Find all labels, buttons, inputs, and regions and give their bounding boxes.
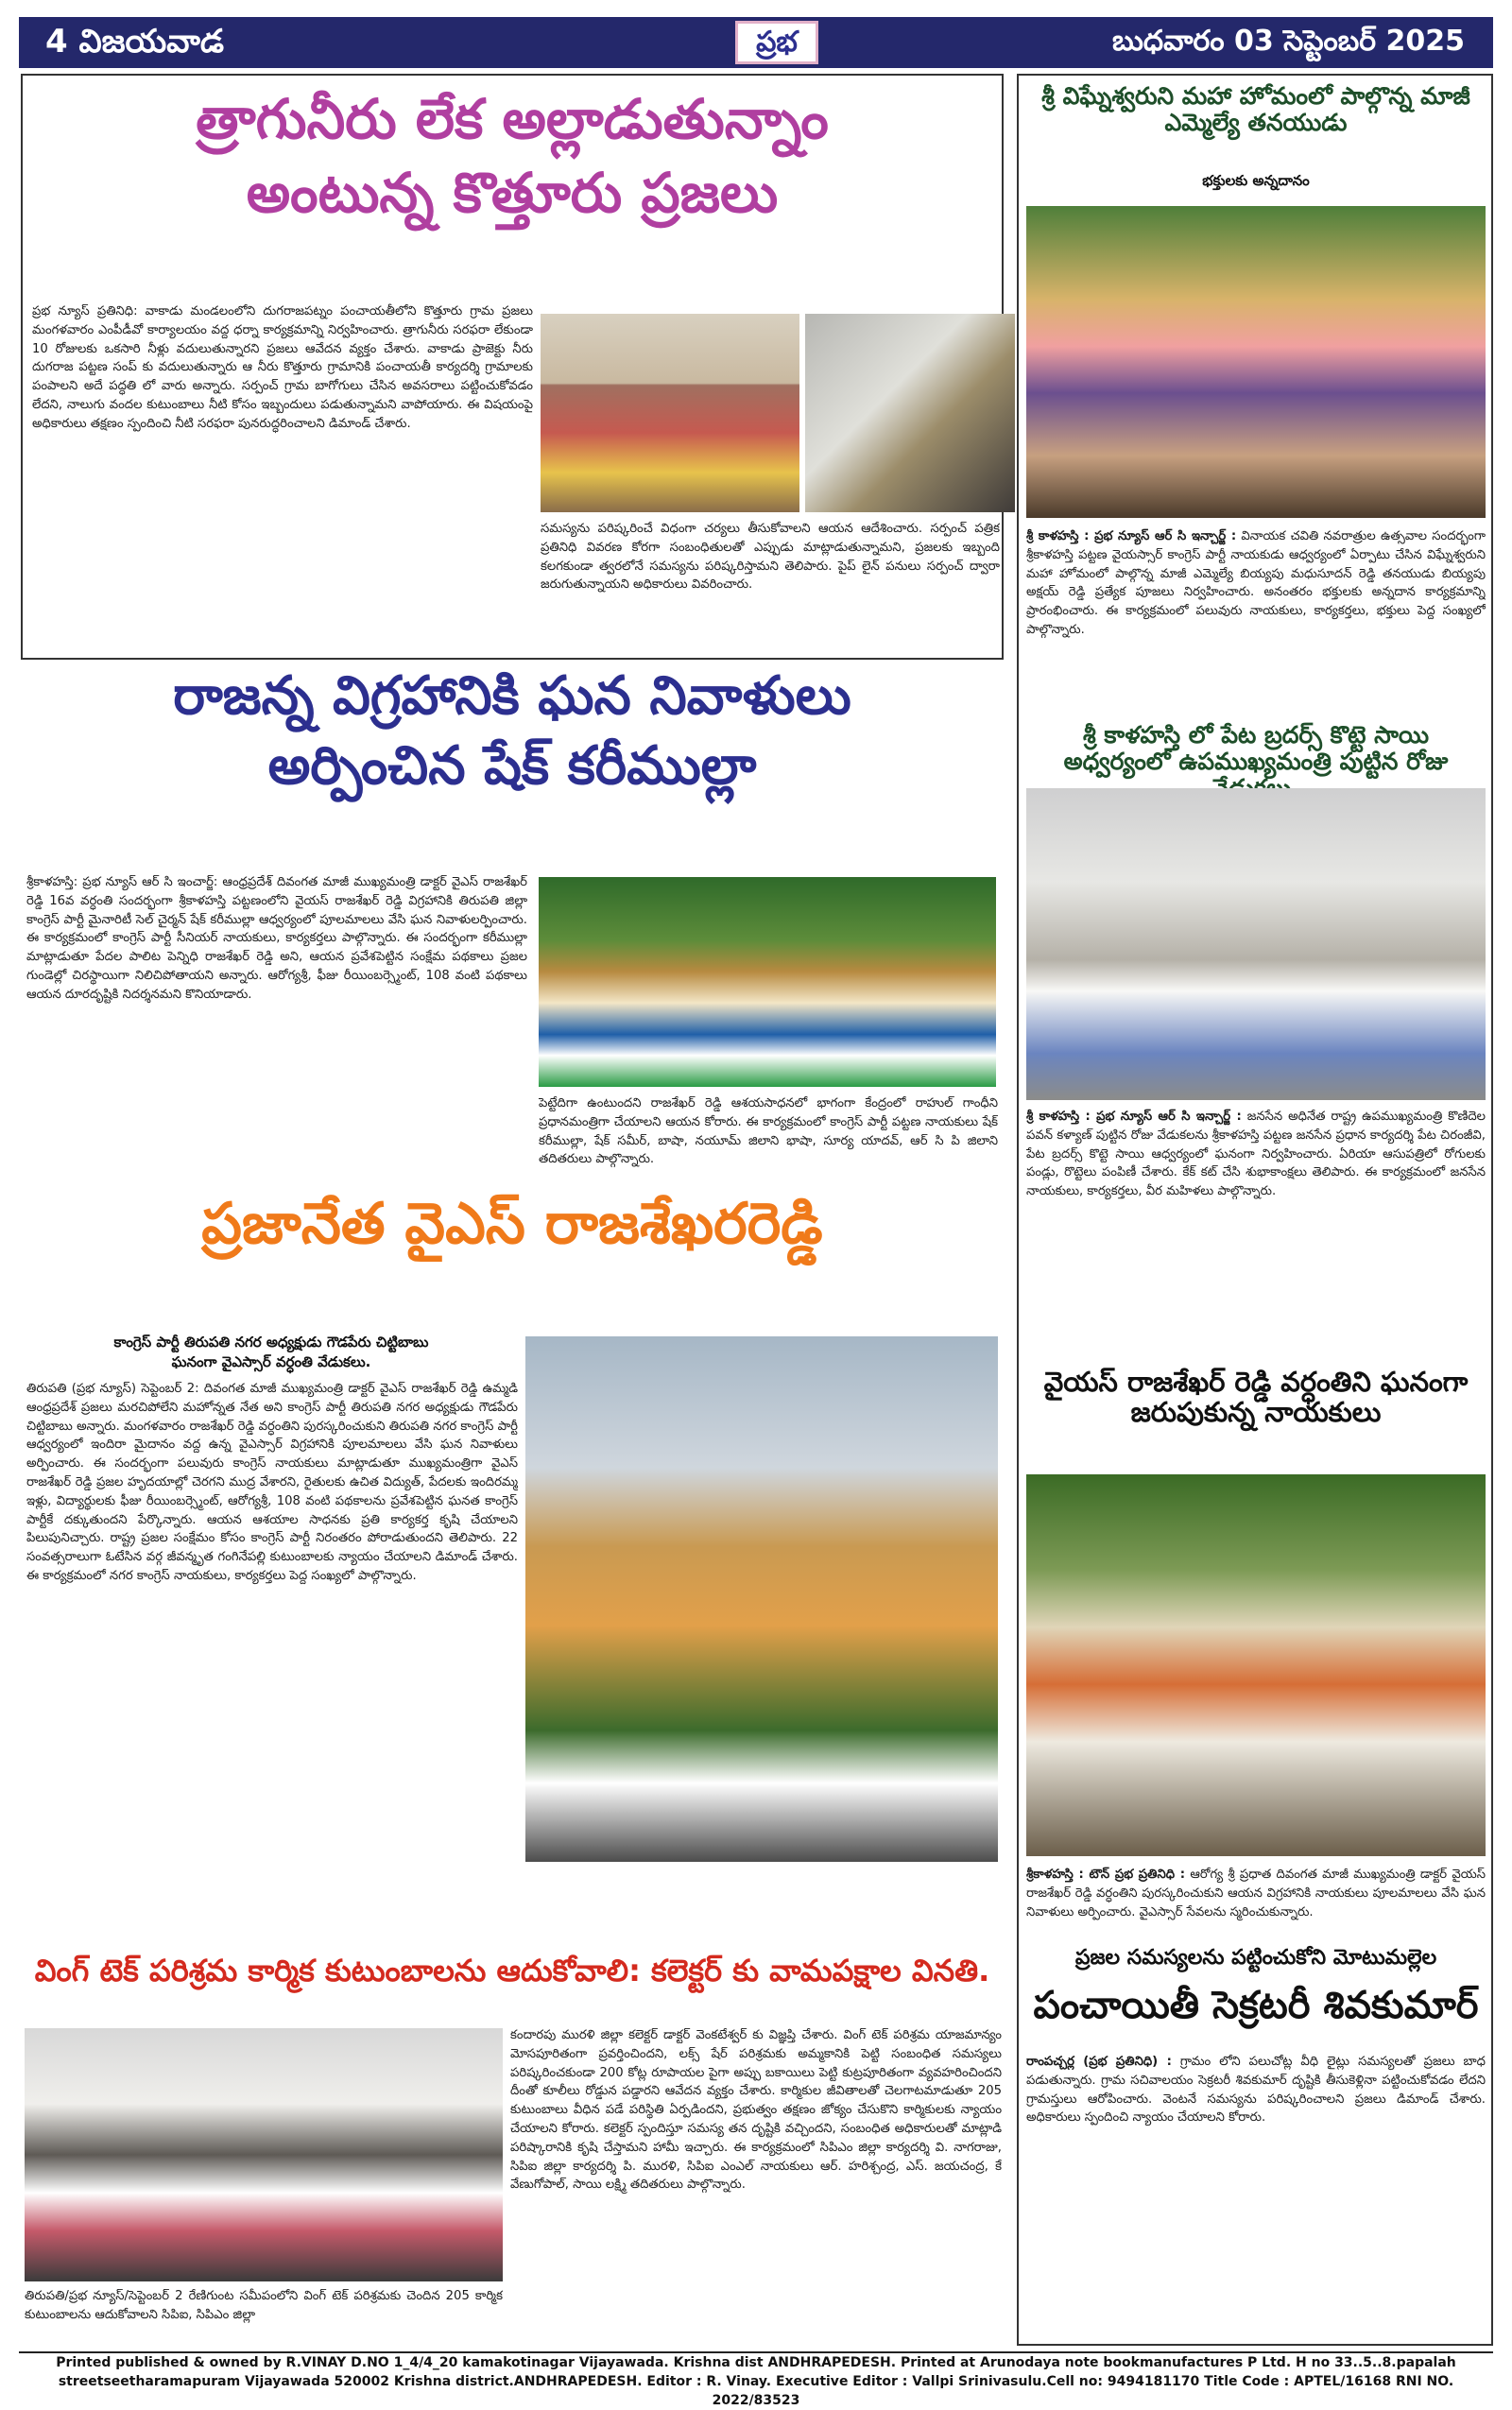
right3-headline: వైయస్ రాజశేఖర్ రెడ్డి వర్ధంతిని ఘనంగా జరుపుకున్న నాయకులు [1043,1366,1469,1429]
story2-photo-statue-garland [539,877,996,1087]
right2-caption-name: శ్రీ కాళహస్తి : ప్రభ న్యూస్ ఆర్ సి ఇన్చార్జ్ : [1026,1110,1242,1124]
right1-caption-name: శ్రీ కాళహస్తి : ప్రభ న్యూస్ ఆర్ సి ఇన్చార్జ్ : [1026,529,1237,543]
imprint-footer [19,2351,1493,2408]
story3-photo-ysr-statue [525,1336,998,1862]
story-drinking-water [21,74,1004,660]
page-label: 4 విజయవాడ [45,23,225,60]
footer-line2: streetseetharamapuram Vijayawada 520002 Krishna district.ANDHRAPEDESH. Editor : R. Vinay. Executive Editor : Vallpi Srinivasulu.Cell no: 9494181170 Title Code : APTEL/16168 RNI NO. 2022/83523 [58,2374,1454,2408]
story1-body-bottom: సమస్యను పరిష్కరించే విధంగా చర్యలు తీసుకోవాలని ఆయన ఆదేశించారు. సర్పంచ్ పత్రిక ప్రతినిధి వివరణ కోరగా సంబంధితులతో ఎప్పుడు మాట్లాడుతున్నామని, ప్రజలకు ఇబ్బంది కలగకుండా త్వరలోనే సమస్యను పరిష్కరిస్తామని తెలిపారు. పైప్ లైన్ పనులు సర్పంచ్ ద్వారా జరుగుతున్నాయని అధికారులు వివరించారు. [541,522,1000,593]
story3-body: తిరుపతి (ప్రభ న్యూస్) సెప్టెంబర్ 2: దివంగత మాజీ ముఖ్యమంత్రి డాక్టర్ వైఎస్ రాజశేఖర్ రెడ్డి ఉమ్మడి ఆంధ్రప్రదేశ్ ప్రజలు మరచిపోలేని మహోన్నత నేత అని కాంగ్రెస్ పార్టీ తిరుపతి నగర అధ్యక్షుడు గౌడపేరు చిట్టిబాబు అన్నారు. మంగళవారం రాజశేఖర్ రెడ్డి వర్ధంతిని పురస్కరించుకుని తిరుపతి నగర కాంగ్రెస్ పార్టీ ఆధ్వర్యంలో ఇందిరా మైదానం వద్ద ఉన్న వైఎస్సార్ విగ్రహానికి పూలమాలలు వేసి ఘన నివాళులు అర్పించారు. ఈ సందర్భంగా పలువురు కాంగ్రెస్ నాయకులు మాట్లాడుతూ ముఖ్యమంత్రిగా వైఎస్ రాజశేఖర్ రెడ్డి ప్రజల హృదయాల్లో చెరగని ముద్ర వేశారని, రైతులకు ఉచిత విద్యుత్, పేదలకు ఇందిరమ్మ ఇళ్లు, విద్యార్థులకు ఫీజు రీయింబర్స్మెంట్, ఆరోగ్యశ్రీ, 108 వంటి పథకాలను ప్రవేశపెట్టిన ఘనత కాంగ్రెస్ పార్టీకే దక్కుతుందని పేర్కొన్నారు. ఆయన ఆశయాల సాధనకు ప్రతి కార్యకర్త కృషి చేయాలని పిలుపునిచ్చారు. రాష్ట్ర ప్రజల సంక్షేమం కోసం కాంగ్రెస్ పార్టీ నిరంతరం పోరాడుతుందని తెలిపారు. 22 సంవత్సరాలుగా ఓటేసిన వర్గ జీవన్మృత గంగినేపల్లి కుటుంబాలకు న్యాయం చేయాలని డిమాండ్ చేశారు. ఈ కార్యక్రమంలో నగర కాంగ్రెస్ నాయకులు, కార్యకర్తలు పెద్ద సంఖ్యలో పాల్గొన్నారు. [26,1382,518,1583]
right2-body [1026,1108,1486,1353]
story4-photo-collector-meeting [25,2028,503,2281]
right3-body-text: ఆరోగ్య శ్రీ ప్రధాత దివంగత మాజీ ముఖ్యమంత్రి డాక్టర్ వైయస్ రాజశేఖర్ రెడ్డి వర్ధంతిని పురస్కరించుకుని ఆయన విగ్రహానికి నాయకులు పూలమాలలు వేసి ఘన నివాళులు అర్పించారు. వైఎస్సార్ సేవలను స్మరించుకున్నారు. [1026,1868,1486,1919]
story4-headline: వింగ్ టెక్ పరిశ్రమ కార్మిక కుటుంబాలను ఆదుకోవాలి: కలెక్టర్ కు వామపక్షాల వినతి. [34,1953,990,1988]
story4-photo-caption: తిరుపతి/ప్రభ న్యూస్/సెప్టెంబర్ 2 రేణిగుంట సమీపంలోని వింగ్ టెక్ పరిశ్రమకు చెందిన 205 కార్మిక కుటుంబాలను ఆదుకోవాలని సిపిఐ, సిపిఎం జిల్లా [25,2289,503,2322]
footer-line1: Printed published & owned by R.VINAY D.NO 1_4/4_20 kamakotinagar Vijayawada. Krishna dist ANDHRAPEDESH. Printed at Arunodaya note bookmanufactures P Ltd. H no 33..5..8.papalah [56,2355,1456,2370]
right1-photo-homam [1026,206,1486,518]
right1-body-text: వినాయక చవితి నవరాత్రుల ఉత్సవాల సందర్భంగా శ్రీకాళహస్తి పట్టణ వైయస్సార్ కాంగ్రెస్ పార్టీ నాయకుడు ఆధ్వర్యంలో ఏర్పాటు చేసిన విఘ్నేశ్వరుని మహా హోమంలో పాల్గొన్న మాజీ ఎమ్మెల్యే బియ్యపు మధుసూదన్ రెడ్డి తనయుడు బియ్యపు అక్షయ్ రెడ్డి ప్రత్యేక పూజలు నిర్వహించారు. అనంతరం భక్తులకు అన్నదాన కార్యక్రమాన్ని ప్రారంభించారు. ఈ కార్యక్రమంలో పలువురు నాయకులు, కార్యకర్తలు, భక్తులు పెద్ద సంఖ్యలో పాల్గొన్నారు. [1026,529,1486,637]
story1-photo-protest [541,314,799,512]
story1-headline-line1: త్రాగునీరు లేక అల్లాడుతున్నాం [196,87,829,151]
right2-headline: శ్రీ కాళహస్తి లో పేట బ్రదర్స్ కొట్టె సాయి అధ్వర్యంలో ఉపముఖ్యమంత్రి పుట్టిన రోజు [1063,721,1449,775]
issue-date: బుధవారం 03 సెప్టెంబర్ 2025 [1112,25,1465,58]
story3-subhead-line1: కాంగ్రెస్ పార్టీ తిరుపతి నగర అధ్యక్షుడు గౌడపేరు చిట్టిబాబు [113,1334,429,1351]
story2-headline-line2: అర్పించిన షేక్ కరీముల్లా [267,735,757,797]
right4-headline: పంచాయితీ సెక్రటరీ శివకుమార్ [1033,1984,1479,2027]
story3-subhead [21,1333,522,1372]
right2-body-text: జనసేన అధినేత రాష్ట్ర ఉపముఖ్యమంత్రి కొణిదెల పవన్ కళ్యాణ్ పుట్టిన రోజు వేడుకలను శ్రీకాళహస్తి పట్టణ జనసేన ప్రధాన కార్యదర్శి పేట చిరంజీవి, పేట బ్రదర్స్ కొట్టె సాయి ఆధ్వర్యంలో ఘనంగా నిర్వహించారు. ఏరియా ఆసుపత్రిలో రోగులకు పండ్లు, రొట్టెలు పంపిణీ చేశారు. కేక్ కట్ చేసి శుభాకాంక్షలు తెలిపారు. ఈ కార్యక్రమంలో జనసేన నాయకులు, కార్యకర్తలు, వీర మహిళలు పాల్గొన్నారు. [1026,1110,1486,1199]
right2-photo-hospital [1026,788,1486,1100]
right1-headline: శ్రీ విఘ్నేశ్వరుని మహా హోమంలో పాల్గొన్న మాజీ ఎమ్మెల్యే తనయుడు [1041,82,1470,136]
story1-photo-office [805,314,1015,512]
right4-body-text: గ్రామం లోని పలుచోట్ల వీధి లైట్లు సమస్యలతో ప్రజలు బాధ పడుతున్నారు. గ్రామ సచివాలయం సెక్రటరీ శివకుమార్ దృష్టికి తీసుకెళ్లినా పట్టించుకోవడం లేదని గ్రామస్తులు ఆరోపించారు. వెంటనే సమస్యను పరిష్కరించాలని ప్రజలు డిమాండ్ చేశారు. అధికారులు స్పందించి న్యాయం చేయాలని కోరారు. [1026,2055,1486,2126]
story3-subhead-line2: ఘనంగా వైఎస్సార్ వర్ధంతి వేడుకలు. [171,1353,371,1370]
right3-caption-name: శ్రీకాళహస్తి : టౌన్ ప్రభ ప్రతినిధి : [1026,1868,1186,1882]
right3-photo-statue-tribute [1026,1474,1486,1856]
right4-body [1026,2053,1486,2336]
right1-body [1026,527,1486,716]
story1-body: ప్రభ న్యూస్ ప్రతినిధి: వాకాడు మండలంలోని దుగరాజపట్నం పంచాయతీలోని కొత్తూరు గ్రామ ప్రజలు మంగళవారం ఎంపీడీవో కార్యాలయం వద్ద ధర్నా కార్యక్రమాన్ని నిర్వహించారు. త్రాగునీరు సరఫరా లేకుండా 10 రోజులకు ఒకసారి నీళ్లు వదులుతున్నారని ప్రజలు ఆవేదన వ్యక్తం చేశారు. వాకాడు ప్రాజెక్టు నీరు దుగరాజ పట్టణ సంప్ కు వదులుతున్నారు ఆ నీరు కొత్తూరు గ్రామానికి పంచాయతీ కార్యదర్శి గ్రామాలకు పంపాలని అదే పద్ధతి లో వారు అన్నారు. సర్పంచ్ గ్రామ బాగోగులు చేసిన అవసరాలు పట్టించుకోవడం లేదని, నాలుగు వందల కుటుంబాలు నీటి కోసం ఇబ్బందులు పడుతున్నామని వాపోయారు. ఈ విషయంపై అధికారులు తక్షణం స్పందించి నీటి సరఫరా పునరుద్ధరించాలని డిమాండ్ చేశారు. [32,304,533,431]
story2-headline-line1: రాజన్న విగ్రహానికి ఘన నివాళులు [173,665,851,727]
masthead-bar [19,17,1493,68]
newspaper-logo: ప్రభ [735,21,818,64]
right4-kicker: ప్రజల సమస్యలను పట్టించుకోని మోటుమల్లెల [1074,1946,1437,1970]
story1-headline-line2: అంటున్న కొత్తూరు ప్రజలు [246,161,779,225]
story3-headline: ప్రజానేత వైఎస్ రాజశేఖరరెడ్డి [201,1191,823,1257]
story2-body-bottom: పెట్టేదిగా ఉంటుందని రాజశేఖర్ రెడ్డి ఆశయసాధనలో భాగంగా కేంద్రంలో రాహుల్ గాంధీని ప్రధానమంత్రిగా చేయాలని ఆయన కోరారు. ఈ కార్యక్రమంలో కాంగ్రెస్ పార్టీ పట్టణ నాయకులు షేక్ కరీముల్లా, షేక్ సమీర్, బాషా, నయూమ్ జిలాని భాషా, సూర్య యాదవ్, ఆర్ సి పి జిలాని తదితరులు పాల్గొన్నారు. [539,1096,998,1167]
right4-caption-name: రాంపచ్చర్ల (ప్రభ ప్రతినిధి) : [1026,2055,1172,2069]
right3-body [1026,1866,1486,1937]
story-rajanna-tribute [21,667,1004,1049]
story2-body: శ్రీకాళహస్తి: ప్రభ న్యూస్ ఆర్ సి ఇంచార్జ్: ఆంధ్రప్రదేశ్ దివంగత మాజీ ముఖ్యమంత్రి డాక్టర్ వైఎస్ రాజశేఖర్ రెడ్డి 16వ వర్ధంతి సందర్భంగా శ్రీకాళహస్తి పట్టణంలోని వైయస్ రాజశేఖర్ రెడ్డి విగ్రహానికి తిరుపతి జిల్లా కాంగ్రెస్ పార్టీ మైనారిటీ సెల్ చైర్మన్ షేక్ కరీముల్లా ఆధ్వర్యంలో పూలమాలలు వేసి ఘన నివాళులర్పించారు. ఈ కార్యక్రమంలో కాంగ్రెస్ పార్టీ సీనియర్ నాయకులు, కార్యకర్తలు పాల్గొన్నారు. ఈ సందర్భంగా కరీముల్లా మాట్లాడుతూ పేదల పాలిట పెన్నిధి రాజశేఖర్ రెడ్డి అని, ఆయన ప్రవేశపెట్టిన సంక్షేమ పథకాలు ప్రజల గుండెల్లో చిరస్థాయిగా నిలిచిపోతాయని అన్నారు. ఆరోగ్యశ్రీ, ఫీజు రీయింబర్స్మెంట్, 108 వంటి పథకాలు ఆయన దూరదృష్టికి నిదర్శనమని కొనియాడారు. [26,875,527,1002]
right1-subhead: భక్తులకు అన్నదానం [1202,172,1310,189]
story4-body: కందారపు మురళి జిల్లా కలెక్టర్ డాక్టర్ వెంకటేశ్వర్ కు విజ్ఞప్తి చేశారు. వింగ్ టెక్ పరిశ్రమ యాజమాన్యం మోసపూరితంగా ప్రవర్తించిందని, లక్స్ షేర్ పరిశ్రమకు అమ్మకానికి పెట్టి సంబంధిత సమస్యలు పరిష్కరించకుండా 200 కోట్ల రూపాయల పైగా అప్పు బకాయిలు పెట్టి కుట్రపూరితంగా వ్యవహరించిందని దీంతో కూలీలు రోడ్డున పడ్డారని ఆవేదన వ్యక్తం చేశారు. కార్మికుల జీవితాలతో చెలగాటమాడుతూ 205 కుటుంబాలు వీధిన పడే పరిస్థితి ఏర్పడిందని, ప్రభుత్వం తక్షణం జోక్యం చేసుకొని కార్మికులకు న్యాయం చేయాలని కోరారు. కలెక్టర్ స్పందిస్తూ సమస్య తన దృష్టికి వచ్చిందని, సంబంధిత అధికారులతో మాట్లాడి పరిష్కారానికి కృషి చేస్తామని హామీ ఇచ్చారు. ఈ కార్యక్రమంలో సిపిఎం జిల్లా కార్యదర్శి వి. నాగరాజు, సిపిఐ జిల్లా కార్యదర్శి పి. మురళి, సిపిఐ ఎంఎల్ నాయకులు ఆర్. హరిశ్చంద్ర, ఎస్. జయచంద్ర, కే వేణుగోపాల్, సాయి లక్ష్మి తదితరులు పాల్గొన్నారు. [510,2028,1002,2193]
